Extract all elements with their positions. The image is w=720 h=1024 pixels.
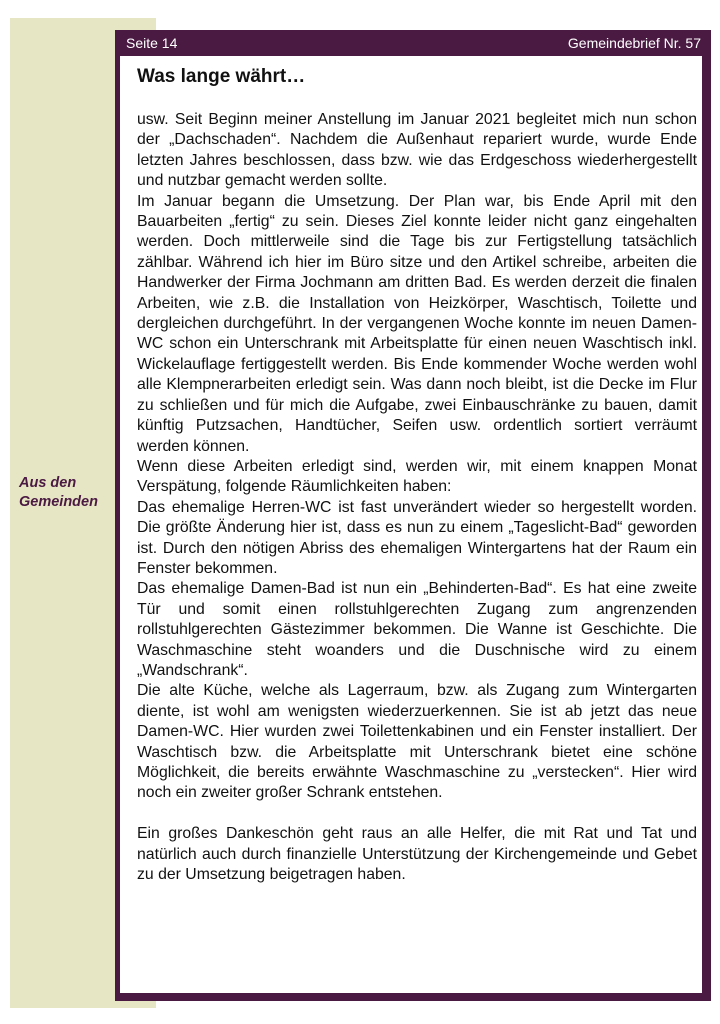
article-title: Was lange währt… (137, 66, 306, 87)
article (120, 56, 702, 993)
paragraph: Das ehemalige Herren-WC ist fast unverändert wieder so hergestellt worden. Die größte Änderung hier ist, dass es nun zu einem „Tageslicht-Bad“ geworden ist. Durch den nötigen Abriss des ehemaligen Wintergartens hat der Raum ein Fenster bekommen. (137, 498, 697, 577)
page-frame (115, 30, 711, 1001)
page-header (115, 30, 711, 56)
section-label-line-2: Gemeinden (19, 494, 98, 510)
section-label (19, 474, 129, 512)
paragraph: Im Januar begann die Umsetzung. Der Plan war, bis Ende April mit den Bauarbeiten „fertig“ zu sein. Dieses Ziel konnte leider nicht ganz eingehalten werden. Doch mittlerweile sind die Tage bis zur Fertigstellung tatsächlich zählbar. Während ich hier im Büro sitze und den Artikel schreibe, arbeiten die Handwerker der Firma Jochmann am dritten Bad. Es werden derzeit die finalen Arbeiten, wie z.B. die Installation von Heizkörper, Waschtisch, Toilette und dergleichen durchgeführt. In der vergangenen Woche konnte im neuen Damen-WC schon ein Unterschrank mit Arbeitsplatte für einen neuen Waschtisch inkl. Wickelauflage fertiggestellt werden. Bis Ende kommender Woche werden wohl alle Klempnerarbeiten erledigt sein. Was dann noch bleibt, ist die Decke im Flur zu schließen und für mich die Aufgabe, zwei Einbauschränke zu bauen, damit künftig Putzsachen, Handtücher, Seifen usw. ordentlich sortiert verräumt werden können. (137, 192, 697, 455)
section-label-line-1: Aus den (19, 475, 77, 491)
paragraph: Die alte Küche, welche als Lagerraum, bzw. als Zugang zum Wintergarten diente, ist wohl am wenigsten wiederzuerkennen. Sie ist ab jetzt das neue Damen-WC. Hier wurden zwei Toilettenkabinen und ein Fenster installiert. Der Waschtisch bzw. die Arbeitsplatte mit Unterschrank bietet eine schöne Möglichkeit, die bereits erwähnte Waschmaschine zu „verstecken“. Hier wird noch ein zweiter großer Schrank entstehen. (137, 682, 697, 802)
paragraph: Das ehemalige Damen-Bad ist nun ein „Behinderten-Bad“. Es hat eine zweite Tür und somit einen rollstuhlgerechten Zugang zum angrenzenden rollstuhlgerechten Gästezimmer bekommen. Die Wanne ist Geschichte. Die Waschmaschine steht woanders und die Duschnische wird zu einem „Wandschrank“. (137, 580, 697, 679)
page-number: Seite 14 (126, 35, 178, 51)
publication-issue: Gemeindebrief Nr. 57 (567, 35, 701, 51)
paragraph: Wenn diese Arbeiten erledigt sind, werden wir, mit einem knappen Monat Verspätung, folgende Räumlichkeiten haben: (137, 457, 697, 496)
article-body (137, 110, 697, 885)
paragraph: usw. Seit Beginn meiner Anstellung im Januar 2021 begleitet mich nun schon der „Dachschaden“. Nachdem die Außenhaut repariert wurde, wurde Ende letzten Jahres beschlossen, dass bzw. wie das Erdgeschoss wiederhergestellt und nutzbar gemacht werden sollte. (137, 111, 697, 190)
paragraph-thanks: Ein großes Dankeschön geht raus an alle Helfer, die mit Rat und Tat und natürlich auch durch finanzielle Unterstützung der Kirchengemeinde und Gebet zu der Umsetzung beigetragen haben. (137, 825, 697, 884)
